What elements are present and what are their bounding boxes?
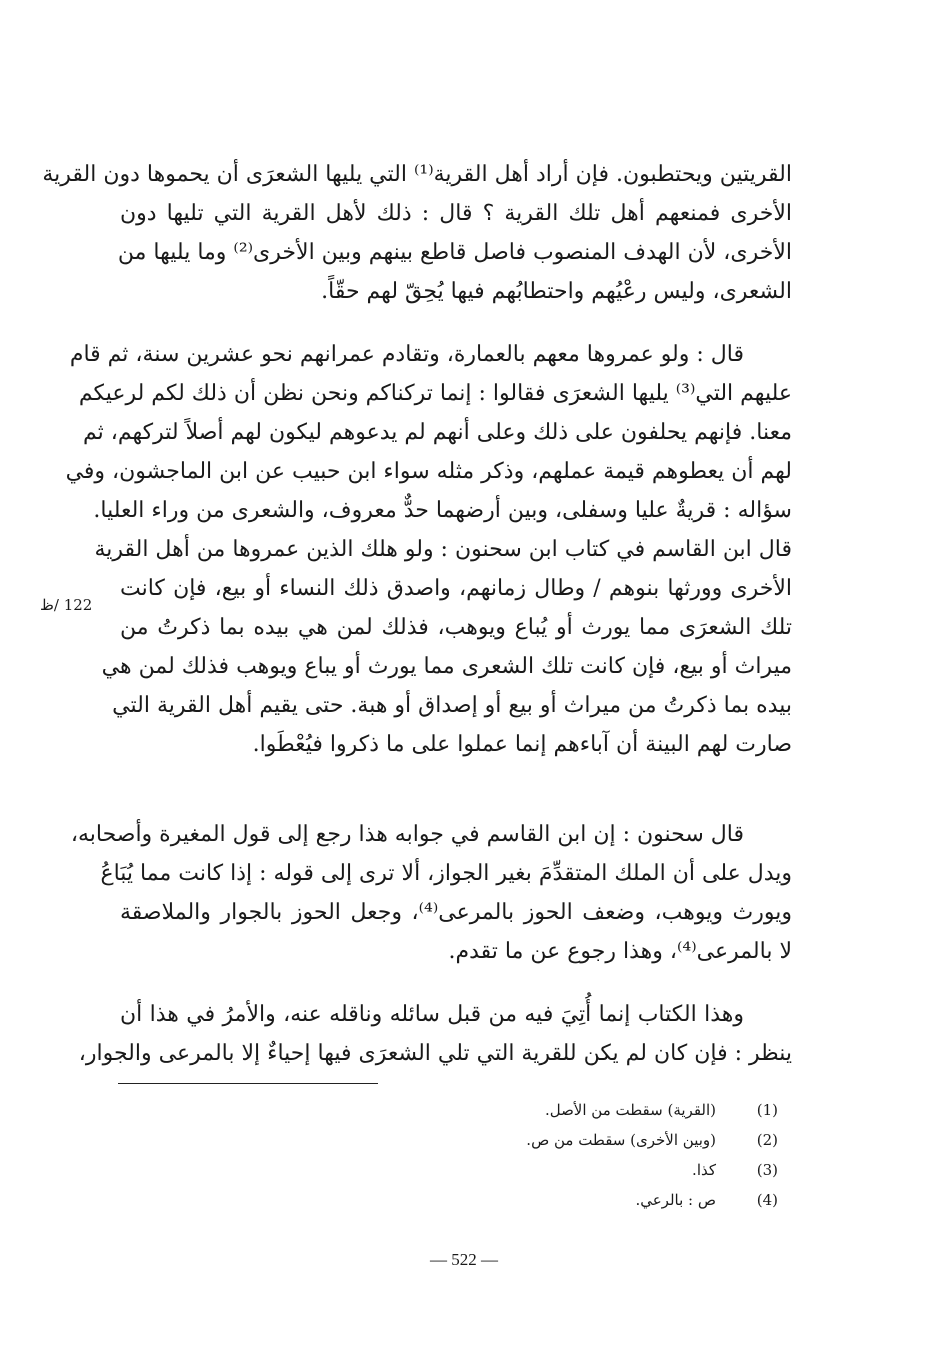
text-line: صارت لهم البينة أن آباءهم إنما عملوا على ما ذكروا فيُعْطَوا. <box>252 732 792 757</box>
text-line: ينظر : فإن كان لم يكن للقرية التي تلي الشعرَى فيها إحياءٌ إلا بالمرعى والجوار، <box>78 1041 792 1066</box>
text-line: معنا. فإنهم يحلفون على ذلك وعلى أنهم لم يدعوهم ليكون لهم أصلاً لتركهم، ثم <box>83 420 792 445</box>
text-line: الأخرى وورثها بنوهم / وطال زمانهم، واصدق ذلك النساء أو بيع، فإن كانت <box>120 576 792 601</box>
paragraph-1 <box>42 155 792 311</box>
footnotes <box>526 1095 778 1215</box>
page-number: — 522 — <box>430 1250 498 1269</box>
text-line: وهذا الكتاب إنما أُتِيَ فيه من قبل سائله وناقله عنه، والأمرُ في هذا أن <box>120 1002 744 1027</box>
text-line: قال : ولو عمروها معهم بالعمارة، وتقادم عمرانهم نحو عشرين سنة، ثم قام <box>69 342 744 367</box>
text-line: تلك الشعرَى مما يورث أو يُباع ويوهب، فذلك لمن هي بيده بما ذكرتُ من <box>120 615 792 640</box>
text-line: ويورث ويوهب، وضعف الحوز بالمرعى⁽⁴⁾، وجعل الحوز بالجوار والملاصقة <box>120 900 792 925</box>
footnote-item <box>526 1125 778 1155</box>
manuscript-folio-note: 122 /ظ <box>40 596 93 614</box>
footnote-item <box>526 1155 778 1185</box>
text-line: عليهم التي⁽³⁾ يليها الشعرَى فقالوا : إنما تركناكم ونحن نظن أن ذلك لكم لرعيكم <box>78 381 792 406</box>
text-line: الشعرى، وليس رعْيُهم واحتطابُهم فيها يُحِقّ لهم حقّاً. <box>321 279 792 304</box>
footnote-text: ص : بالرعي. <box>635 1191 716 1209</box>
text-line: قال سحنون : إن ابن القاسم في جوابه هذا رجع إلى قول المغيرة وأصحابه، <box>70 822 744 847</box>
footnote-text: كذا. <box>692 1161 716 1179</box>
footnote-separator <box>118 1083 378 1084</box>
text-line: القريتين ويحتطبون. فإن أراد أهل القرية⁽¹⁾ التي يليها الشعرَى أن يحموها دون القرية <box>42 162 792 187</box>
text-line: قال ابن القاسم في كتاب ابن سحنون : ولو هلك الذين عمروها من أهل القرية <box>94 537 792 562</box>
text-line: الأخرى فمنعهم أهل تلك القرية ؟ قال : ذلك لأهل القرية التي تليها دون <box>120 201 792 226</box>
footnote-number: (4) <box>756 1191 778 1209</box>
text-line: لا بالمرعى⁽⁴⁾، وهذا رجوع عن ما تقدم. <box>448 939 792 964</box>
footnote-item <box>526 1185 778 1215</box>
text-line: الأخرى، لأن الهدف المنصوب فاصل قاطع بينهم وبين الأخرى⁽²⁾ وما يليها من <box>117 240 792 265</box>
footnote-text: (القرية) سقطت من الأصل. <box>544 1101 716 1119</box>
paragraph-4 <box>78 995 792 1073</box>
paragraph-3 <box>70 815 792 971</box>
footnote-number: (2) <box>756 1131 778 1149</box>
text-line: بيده بما ذكرتُ من ميراث أو بيع أو إصداق أو هبة. حتى يقيم أهل القرية التي <box>112 693 792 718</box>
text-line: سؤاله : قريةٌ عليا وسفلى، وبين أرضهما حدٌّ معروف، والشعرى من وراء العليا. <box>93 498 792 523</box>
text-line: ويدل على أن الملك المتقدِّمَ بغير الجواز، ألا ترى إلى قوله : إذا كانت مما يُبَاعُ <box>100 861 792 886</box>
text-line: ميراث أو بيع، فإن كانت تلك الشعرى مما يورث أو يباع ويوهب فذلك لمن هي <box>101 654 792 679</box>
footnote-text: (وبين الأخرى) سقطت من ص. <box>526 1131 716 1149</box>
footnote-number: (3) <box>756 1161 778 1179</box>
footnote-item <box>526 1095 778 1125</box>
footnote-number: (1) <box>756 1101 778 1119</box>
text-line: لهم أن يعطوهم قيمة عملهم، وذكر مثله سواء ابن حبيب عن ابن الماجشون، وفي <box>65 459 792 484</box>
